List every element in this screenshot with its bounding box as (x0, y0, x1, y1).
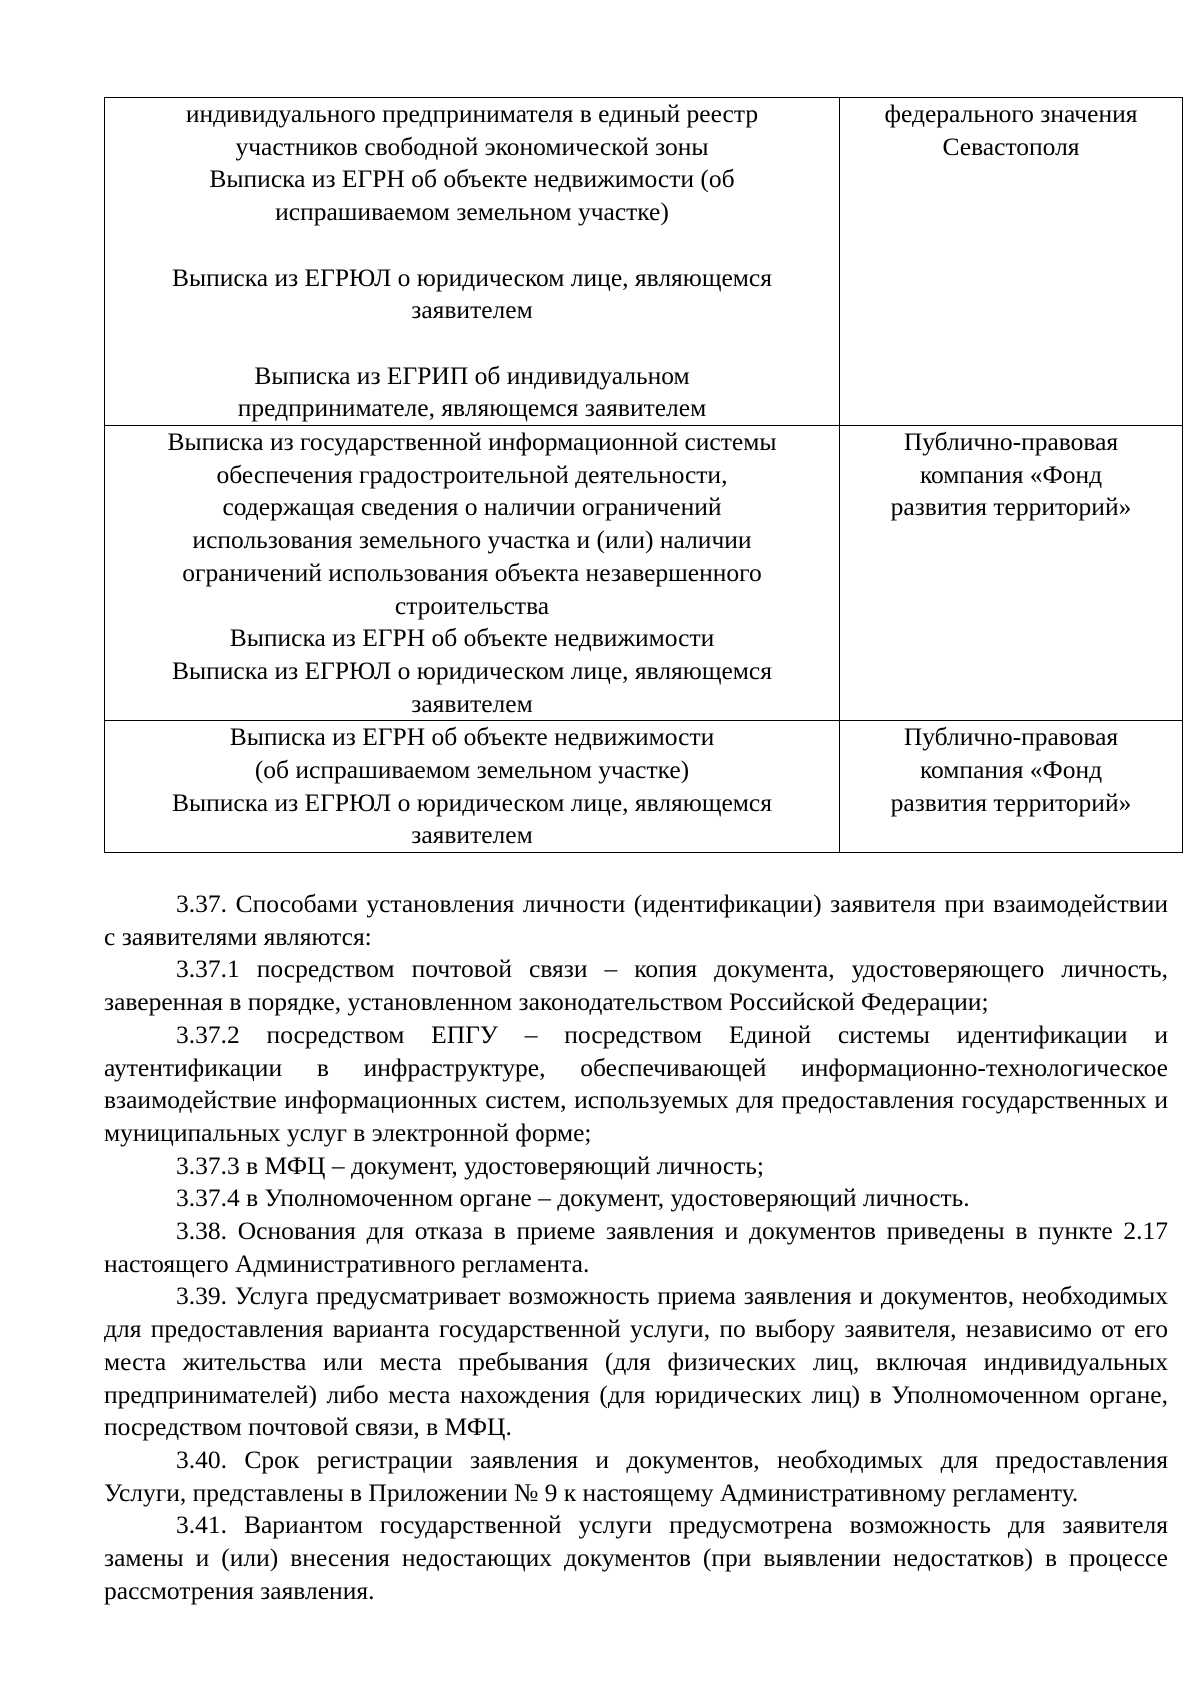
paragraph-3-40: 3.40. Срок регистрации заявления и документов, необходимых для предоставления Услуги, представлены в Приложении № 9 к настоящему Административному регламенту. (104, 1444, 1168, 1507)
table-cell-documents (105, 98, 840, 426)
table-row (105, 98, 1183, 426)
cell-text-line: развития территорий» (890, 492, 1132, 522)
cell-blank-line (111, 327, 833, 360)
cell-text-line: использования земельного участка и (или) наличии (192, 525, 752, 555)
paragraph-3-37: 3.37. Способами установления личности (идентификации) заявителя при взаимодействии с заявителями являются: (104, 889, 1168, 951)
cell-text-line: Выписка из ЕГРН об объекте недвижимости (об (209, 164, 735, 194)
cell-text-line: компания «Фонд (919, 755, 1103, 785)
cell-blank-line (111, 229, 833, 262)
table-cell-provider (840, 721, 1183, 853)
cell-text-line: ограничений использования объекта незавершенного (182, 557, 762, 587)
cell-text-line: обеспечения градостроительной деятельности, (216, 459, 728, 489)
cell-text-line: предпринимателе, являющемся заявителем (237, 393, 707, 423)
cell-text-line: Выписка из ЕГРЮЛ о юридическом лице, являющемся (172, 655, 772, 685)
cell-text-line: содержащая сведения о наличии ограничений (222, 492, 722, 522)
table-row (105, 426, 1183, 721)
cell-text-line: заявителем (411, 295, 533, 325)
paragraph-3-37-3: 3.37.3 в МФЦ – документ, удостоверяющий личность; (176, 1150, 765, 1180)
cell-text-line: Публично-правовая (903, 427, 1119, 456)
cell-text-line: заявителем (411, 820, 533, 850)
paragraph-3-37-1: 3.37.1 посредством почтовой связи – копия документа, удостоверяющего личность, заверенная в порядке, установленном законодательством Российской Федерации; (104, 954, 1168, 1017)
cell-text-line: Выписка из ЕГРН об объекте недвижимости (229, 722, 715, 752)
cell-text-line: (об испрашиваемом земельном участке) (254, 755, 690, 785)
table-cell-documents (105, 426, 840, 721)
cell-text-line: строительства (394, 590, 550, 620)
cell-text-line: Выписка из ЕГРЮЛ о юридическом лице, являющемся (172, 787, 772, 817)
paragraph-3-41: 3.41. Вариантом государственной услуги предусмотрена возможность для заявителя замены и (или) внесения недостающих документов (при выявлении недостатков) в процессе рассмотрения заявления. (104, 1510, 1168, 1605)
cell-text-line: участников свободной экономической зоны (235, 131, 709, 161)
body-text (104, 888, 1168, 1607)
table-cell-documents (105, 721, 840, 853)
documents-table (104, 97, 1183, 853)
cell-text-line: Выписка из государственной информационной системы (167, 427, 777, 456)
paragraph-3-37-4: 3.37.4 в Уполномоченном органе – документ, удостоверяющий личность. (176, 1183, 970, 1213)
paragraph-3-37-2: 3.37.2 посредством ЕПГУ – посредством Единой системы идентификации и аутентификации в инфраструктуре, обеспечивающей информационно-технологическое взаимодействие информационных систем, используемых для предоставления государственных и муниципальных услуг в электронной форме; (104, 1019, 1168, 1147)
cell-text-line: компания «Фонд (919, 459, 1103, 489)
paragraph-3-39: 3.39. Услуга предусматривает возможность приема заявления и документов, необходимых для предоставления варианта государственной услуги, по выбору заявителя, независимо от его места жительства или места пребывания (для физических лиц, включая индивидуальных предпринимателей) либо места нахождения (для юридических лиц) в Уполномоченном органе, посредством почтовой связи, в МФЦ. (104, 1281, 1168, 1442)
cell-text-line: заявителем (411, 688, 533, 718)
cell-text-line: Севастополя (942, 131, 1080, 161)
cell-text-line: Выписка из ЕГРН об объекте недвижимости (229, 623, 715, 653)
cell-text-line: Публично-правовая (903, 722, 1119, 752)
cell-text-line: развития территорий» (890, 787, 1132, 817)
table-cell-provider (840, 98, 1183, 426)
table-cell-provider (840, 426, 1183, 721)
cell-text-line: Выписка из ЕГРЮЛ о юридическом лице, являющемся (172, 262, 772, 292)
table-row (105, 721, 1183, 853)
cell-text-line: федерального значения (884, 99, 1138, 128)
cell-text-line: испрашиваемом земельном участке) (275, 197, 669, 227)
paragraph-3-38: 3.38. Основания для отказа в приеме заявления и документов приведены в пункте 2.17 настоящего Административного регламента. (104, 1216, 1168, 1278)
cell-text-line: Выписка из ЕГРИП об индивидуальном (254, 360, 690, 390)
cell-text-line: индивидуального предпринимателя в единый реестр (185, 99, 759, 128)
